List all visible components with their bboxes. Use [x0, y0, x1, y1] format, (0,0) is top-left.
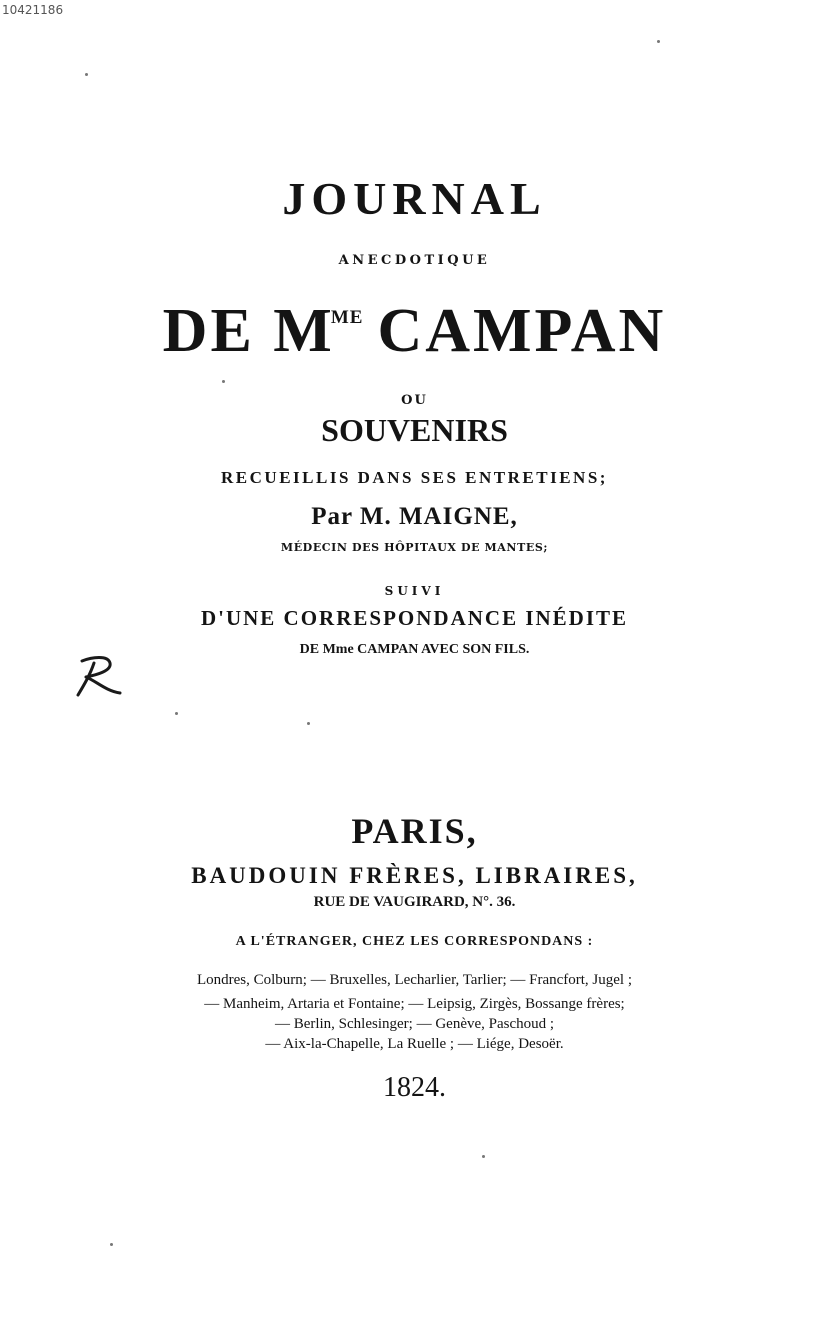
- paper-speck: [222, 380, 225, 383]
- title-journal: JOURNAL: [282, 173, 547, 224]
- subtitle-recueillis: RECUEILLIS DANS SES ENTRETIENS;: [221, 468, 608, 487]
- author-line: Par M. MAIGNE,: [311, 503, 518, 530]
- title-de-m: DE M: [162, 297, 335, 365]
- title-campan: CAMPAN: [377, 297, 667, 365]
- correspondents-line-3: — Berlin, Schlesinger; — Genève, Paschoud ;: [274, 1016, 555, 1032]
- imprint-publisher: BAUDOUIN FRÈRES, LIBRAIRES,: [191, 863, 638, 888]
- imprint-foreign-correspondents: A L'ÉTRANGER, CHEZ LES CORRESPONDANS :: [235, 934, 594, 949]
- paper-speck: [85, 73, 88, 76]
- paper-speck: [657, 40, 660, 43]
- paper-speck: [307, 722, 310, 725]
- correspondents-line-4: — Aix-la-Chapelle, La Ruelle ; — Liége, Desoër.: [265, 1036, 564, 1052]
- title-suivi: SUIVI: [384, 584, 445, 598]
- author-profession: MÉDECIN DES HÔPITAUX DE MANTES;: [280, 541, 549, 554]
- scan-id-label: 10421186: [2, 3, 64, 17]
- correspondents-line-2: — Manheim, Artaria et Fontaine; — Leipsig, Zirgès, Bossange frères;: [204, 996, 625, 1012]
- handwritten-r-mark: [70, 655, 126, 701]
- correspondents-line-1: Londres, Colburn; — Bruxelles, Lecharlier, Tarlier; — Francfort, Jugel ;: [196, 972, 633, 988]
- title-ou: OU: [401, 393, 428, 408]
- title-me-superscript: ME: [330, 307, 364, 328]
- title-souvenirs: SOUVENIRS: [321, 412, 508, 448]
- title-de-mme-campan: [0, 296, 829, 367]
- title-correspondance: D'UNE CORRESPONDANCE INÉDITE: [200, 606, 629, 630]
- paper-speck: [482, 1155, 485, 1158]
- paper-speck: [110, 1243, 113, 1246]
- title-avec-son-fils: DE Mme CAMPAN AVEC SON FILS.: [299, 642, 530, 657]
- imprint-year: 1824.: [383, 1072, 446, 1103]
- imprint-city: PARIS,: [351, 811, 478, 851]
- title-anecdotique: ANECDOTIQUE: [338, 253, 491, 268]
- imprint-address: RUE DE VAUGIRARD, N°. 36.: [313, 894, 516, 910]
- paper-speck: [175, 712, 178, 715]
